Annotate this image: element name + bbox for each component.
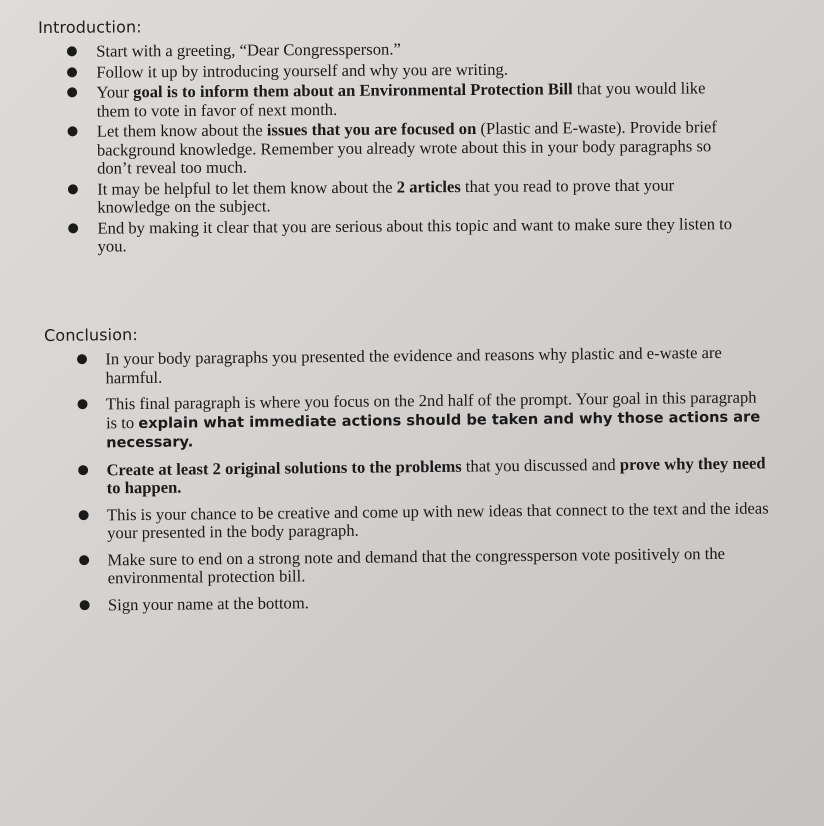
item-text: This is your chance to be creative and come up with new ideas that connect to the text and the ideas your presented in the body paragraph.	[106, 497, 769, 543]
bullet-icon: ●	[77, 462, 89, 478]
bullet-icon: ●	[66, 84, 78, 100]
item-text: that you read to prove that your knowledge on the subject.	[97, 175, 675, 217]
list-item	[38, 38, 738, 61]
list-item	[44, 343, 769, 388]
item-text: Start with a greeting, “Dear Congressperson.”	[96, 39, 401, 61]
item-emphasis: issues that you are focused on	[266, 118, 477, 140]
item-emphasis: 2 articles	[396, 176, 461, 196]
item-text: In your body paragraphs you presented the evidence and reasons why plastic and e-waste are harmful.	[105, 342, 722, 387]
introduction-section	[38, 13, 740, 258]
item-text: Your	[96, 82, 134, 102]
bullet-icon: ●	[76, 396, 89, 412]
item-text: that you discussed and	[461, 454, 620, 476]
item-text: Follow it up by introducing yourself and why you are writing.	[96, 59, 508, 82]
list-item	[39, 118, 739, 178]
item-emphasis: prove why they need to happen.	[106, 452, 766, 498]
bullet-icon: ●	[77, 507, 90, 523]
item-text: that you would like them to vote in favor of next month.	[96, 78, 706, 121]
item-text: Sign your name at the bottom.	[107, 592, 309, 614]
item-text: This final paragraph is where you focus on the 2nd half of the prompt. Your goal in this paragraph is to	[105, 387, 757, 432]
list-item	[47, 589, 772, 615]
item-text: Make sure to end on a strong note and demand that the congressperson vote positively on the environmental protection bill.	[107, 543, 726, 588]
conclusion-section	[44, 318, 772, 617]
item-emphasis: explain what immediate actions should be taken and why those actions are necessary.	[106, 408, 761, 452]
bullet-icon: ●	[78, 552, 90, 568]
list-item	[45, 454, 770, 499]
item-emphasis: Create at least 2 original solutions to the problems	[106, 456, 462, 479]
introduction-heading: Introduction:	[38, 17, 142, 37]
item-text: It may be helpful to let them know about the	[97, 176, 397, 199]
list-item	[39, 215, 739, 257]
bullet-icon: ●	[78, 597, 91, 613]
item-text: End by making it clear that you are serious about this topic and want to make sure they listen to you.	[97, 213, 733, 256]
bullet-icon: ●	[67, 220, 79, 236]
bullet-icon: ●	[66, 43, 78, 59]
item-text: Let them know about the	[96, 120, 267, 141]
conclusion-list	[44, 343, 772, 615]
list-item	[38, 79, 738, 121]
bullet-icon: ●	[67, 181, 79, 197]
list-item	[45, 388, 771, 453]
bullet-icon: ●	[66, 64, 78, 80]
introduction-list	[38, 38, 739, 256]
list-item	[46, 499, 771, 544]
item-emphasis: goal is to inform them about an Environmental Protection Bill	[133, 79, 573, 102]
list-item	[46, 544, 771, 589]
bullet-icon: ●	[66, 123, 79, 139]
conclusion-heading: Conclusion:	[44, 325, 138, 345]
item-text: (Plastic and E-waste). Provide brief background knowledge. Remember you already wrote about this in your body paragraphs so don’t reveal too much.	[96, 117, 717, 178]
list-item	[39, 176, 739, 218]
bullet-icon: ●	[76, 351, 88, 367]
